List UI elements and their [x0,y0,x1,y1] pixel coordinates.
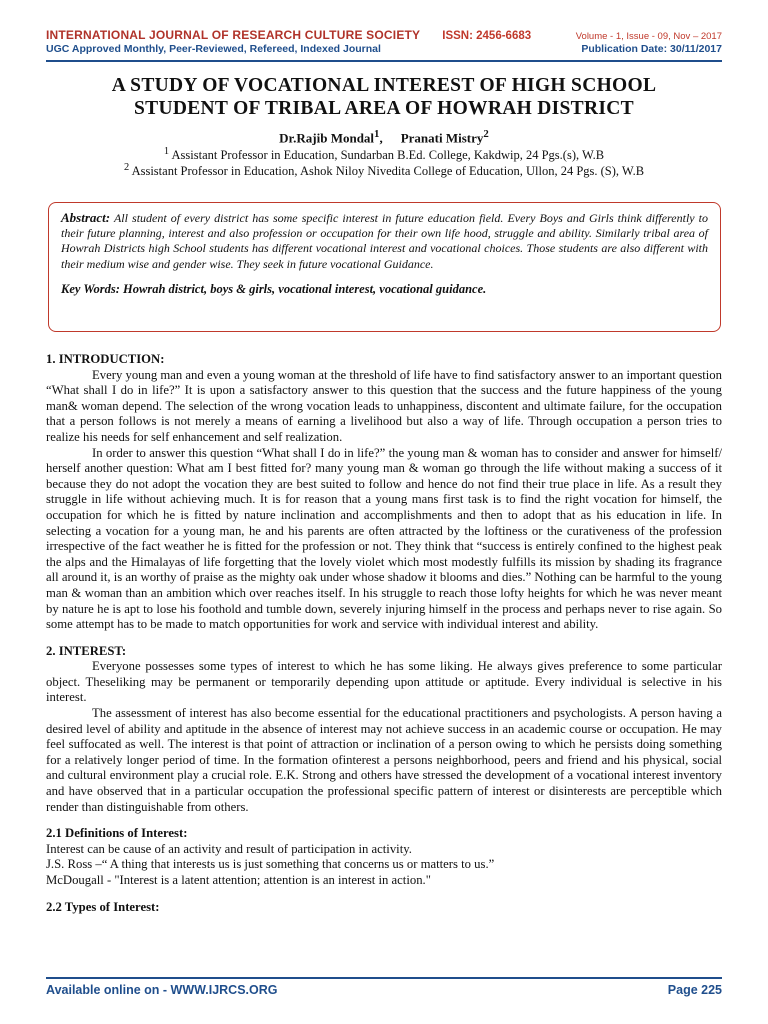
affiliation-1 [46,146,722,163]
affiliation-2 [46,162,722,179]
journal-footer [46,983,722,997]
author-separator: , [379,130,383,146]
volume-issue: Volume - 1, Issue - 09, Nov – 2017 [575,31,722,42]
affiliation-2-text: Assistant Professor in Education, Ashok Niloy Nivedita College of Education, Ullon, 24 Pgs. (S), W.B [129,164,645,179]
publication-date: Publication Date: 30/11/2017 [581,43,722,55]
article-body [46,352,722,915]
affiliation-1-sup: 1 [163,146,170,157]
journal-header [46,28,722,55]
definition-line-1: Interest can be cause of an activity and result of participation in activity. [46,841,412,856]
interest-paragraph-2: The assessment of interest has also become essential for the educational practitioners and psychologists. A person having a desired level of ability and aptitude in the absence of interest may not achieve success in an academic course or occupation. He may feel suffocated as well. The interest is that point of attraction or inclination of a person owing to which he persists doing something for a relatively longer period of time. In the formation ofinterest a persons neighborhood, peers and friend and his physical, social and cultural environment play a crucial role. E.K. Strong and others have stressed the development of a vocational interest inventory and have observed that in a particular occupation the professional specific pattern of interest or disinterests are perceptible which render than distinguishable from others. [46,706,722,814]
footer-divider [46,977,722,979]
title-line-2: STUDENT OF TRIBAL AREA OF HOWRAH DISTRICT [134,98,634,119]
abstract-text: All student of every district has some specific interest in future education field. Every Boys and Girls think differently to their future planning, interest and also profession or occupation for their own life hood, struggle and ability. Similarly tribal area of Howrah Districts high School students has different vocational interest and vocational choices. Those students are also different with their medium wise and gender wise. They seek in future vocational Guidance. [61,211,708,271]
header-divider [46,60,722,62]
affiliation-2-sup: 2 [123,162,130,173]
definition-line-2: J.S. Ross –“ A thing that interests us is just something that concerns us or matters to us.” [46,857,495,872]
intro-paragraph-1: Every young man and even a young woman at the threshold of life have to find satisfactory answer to an important question “What shall I do in life?” It is upon a satisfactory answer to this question that the success and the future happiness of the young man& woman depend. The selection of the wrong vocation leads to unhappiness, discontent and ultimate failure, for the occupation that a person follows is not merely a means of earning a livelihood but also a way of life. Through occupation a person tries to realize his needs for self enhancement and self realization. [46,367,722,444]
issn: ISSN: 2456-6683 [442,30,532,42]
journal-approval: UGC Approved Monthly, Peer-Reviewed, Refereed, Indexed Journal [46,43,381,55]
section-heading-introduction: 1. INTRODUCTION: [46,352,165,366]
author-2: Pranati Mistry [400,130,484,146]
abstract-label: Abstract: [61,210,111,225]
section-heading-types: 2.2 Types of Interest: [46,899,160,914]
journal-name: INTERNATIONAL JOURNAL OF RESEARCH CULTURE SOCIETY [46,28,421,42]
intro-paragraph-2: In order to answer this question “What shall I do in life?” the young man & woman has to consider and answer for himself/ herself another question: What am I best fitted for? many young man & woman go through the life without making a success of it because they do not adopt the vocation they are best suited to follow and hence do not find their true place in life. As a result they struggle in life without achieving much. It is for reason that a young mans first task is to find the right vocation for himself, the occupation for which he is fitted by nature inclination and accomplishments and then to adopt that as his education in life. In selecting a vocation for a young man, he and his parents are often attracted by the loftiness or the curativeness of the profession irrespective of the fact weather he is fitted for the profession or not. They think that “success is entirely confined to the highest peak the alps and the Himalayas of life forgetting that the lovely violet which most modestly fulfills its mission by shading its fragrance all around it, is an worthy of praise as the mighty oak under whose shadow it blooms and dies.” Nothing can be harmful to the young man & woman than an ambition which over reaches itself. In his struggle to reach those lofty heights for which he was never meant by nature he is apt to lose his foothold and tumble down, severely injuring himself in the process and perhaps never to rise again. So some attempt has to be made to match opportunities for work and service with individual interest and ability. [46,445,722,632]
author-1: Dr.Rajib Mondal [279,130,375,146]
keywords: Key Words: Howrah district, boys & girls, vocational interest, vocational guidance. [61,281,487,296]
definition-line-3: McDougall - "Interest is a latent attention; attention is an interest in action." [46,873,431,887]
author-2-sup: 2 [483,128,489,140]
affiliation-1-text: Assistant Professor in Education, Sundarban B.Ed. College, Kakdwip, 24 Pgs.(s), W.B [169,148,605,163]
section-heading-definitions: 2.1 Definitions of Interest: [46,826,188,841]
title-line-1: A STUDY OF VOCATIONAL INTEREST OF HIGH SCHOOL [111,75,657,96]
interest-paragraph-1: Everyone possesses some types of interest to which he has some liking. He always gives preference to some particular object. Theseliking may be permanent or temporarily depending upon attitude or aptitude. Every individual is selective in his interest. [46,659,722,705]
section-heading-interest: 2. INTEREST: [46,643,127,658]
page-number: Page 225 [667,983,722,997]
author-1-sup: 1 [374,128,380,140]
paper-title [46,74,722,120]
abstract-box [48,202,721,332]
author-line [46,128,722,146]
website-link[interactable]: Available online on - WWW.IJRCS.ORG [46,983,278,997]
abstract [61,210,708,272]
